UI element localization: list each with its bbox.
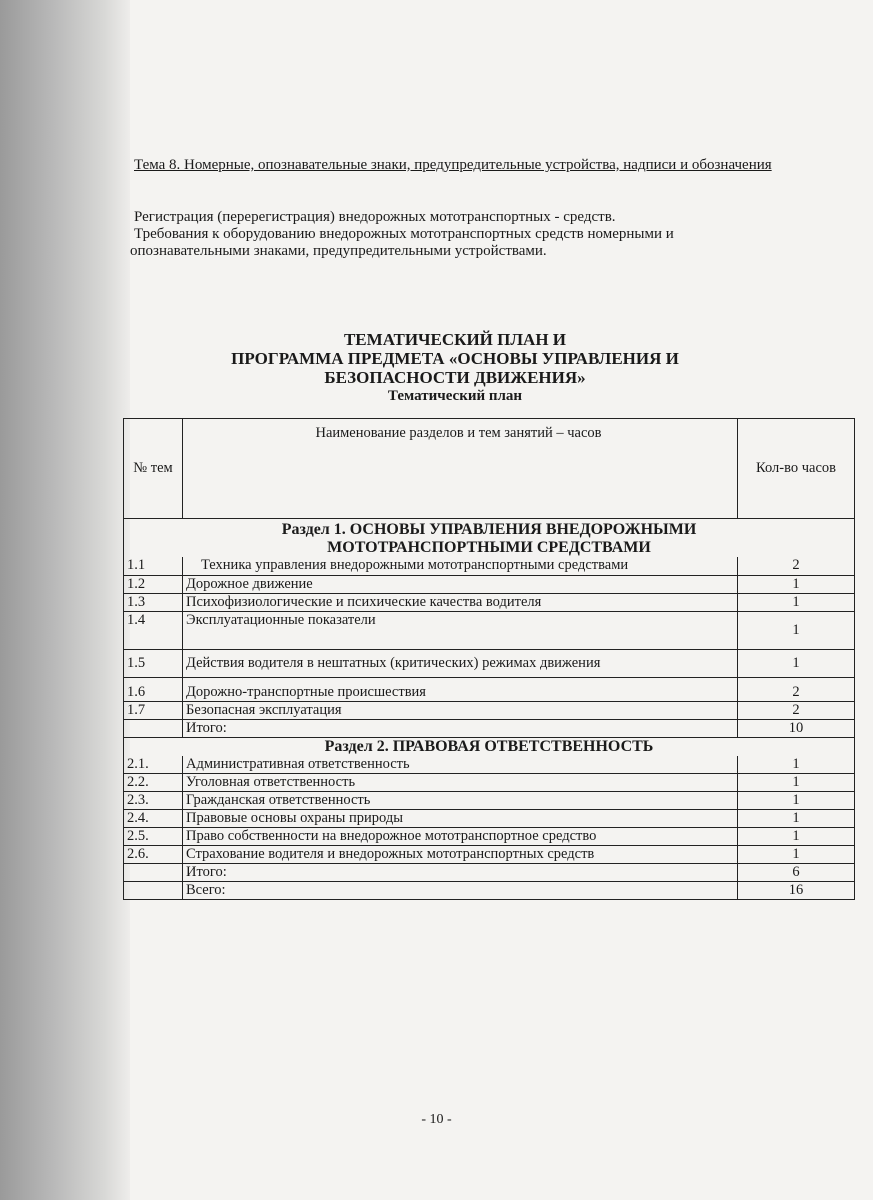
total-label: Итого: [183,719,738,737]
section-1-title-line: Раздел 1. ОСНОВЫ УПРАВЛЕНИЯ ВНЕДОРОЖНЫМИ [281,521,697,538]
topic-line: опознавательными знаками, предупредительными устройствами. [130,243,547,259]
table-row [124,557,855,575]
row-num: 2.6. [124,846,183,864]
row-hours: 1 [738,611,855,649]
row-hours: 1 [738,810,855,828]
section-1-title-line: МОТОТРАНСПОРТНЫМИ СРЕДСТВАМИ [327,539,651,556]
table-row [124,701,855,719]
grand-total-hours: 16 [738,882,855,900]
row-hours: 1 [738,774,855,792]
table-row [124,846,855,864]
row-name: Дорожное движение [183,575,738,593]
row-hours: 1 [738,575,855,593]
table-row [124,810,855,828]
topic-line: Регистрация (перерегистрация) внедорожных мототранспортных - средств. [134,209,616,225]
topic-title: Тема 8. Номерные, опознавательные знаки, предупредительные устройства, надписи и обозначения [134,157,772,173]
table-row [124,828,855,846]
heading-line: БЕЗОПАСНОСТИ ДВИЖЕНИЯ» [324,368,586,387]
table-row [124,774,855,792]
thematic-plan-table [123,418,855,900]
section-2-title-row [124,737,855,756]
table-row [124,677,855,701]
row-num: 1.7 [124,701,183,719]
heading-line: ПРОГРАММА ПРЕДМЕТА «ОСНОВЫ УПРАВЛЕНИЯ И [231,349,679,368]
section-heading [175,330,735,406]
row-hours: 2 [738,557,855,575]
row-hours: 1 [738,792,855,810]
row-name: Уголовная ответственность [183,774,738,792]
heading-line: ТЕМАТИЧЕСКИЙ ПЛАН И [343,330,567,349]
row-name: Право собственности на внедорожное мототранспортное средство [183,828,738,846]
grand-total-label: Всего: [183,882,738,900]
row-num: 2.5. [124,828,183,846]
row-name: Правовые основы охраны природы [183,810,738,828]
row-name: Эксплуатационные показатели [183,611,738,649]
row-num: 1.4 [124,611,183,649]
row-hours: 1 [738,756,855,774]
table-row [124,756,855,774]
row-name: Административная ответственность [183,756,738,774]
heading-subtitle: Тематический план [387,388,523,404]
header-hours: Кол-во часов [738,419,855,519]
row-hours: 1 [738,593,855,611]
header-name: Наименование разделов и тем занятий – часов [183,419,738,519]
row-num: 2.2. [124,774,183,792]
total-hours: 6 [738,864,855,882]
row-num: 1.3 [124,593,183,611]
row-hours: 1 [738,649,855,677]
section-1-total-row [124,719,855,737]
row-name: Действия водителя в нештатных (критических) режимах движения [183,649,738,677]
table-row [124,792,855,810]
table-row [124,575,855,593]
total-label: Итого: [183,864,738,882]
row-num: 1.5 [124,649,183,677]
row-hours: 1 [738,828,855,846]
section-2-total-row [124,864,855,882]
section-2-title: Раздел 2. ПРАВОВАЯ ОТВЕТСТВЕННОСТЬ [124,737,855,756]
row-num: 2.3. [124,792,183,810]
row-hours: 2 [738,701,855,719]
row-hours: 1 [738,846,855,864]
topic-line: Требования к оборудованию внедорожных мототранспортных средств номерными и [134,226,674,242]
row-name: Гражданская ответственность [183,792,738,810]
grand-total-row [124,882,855,900]
row-name: Техника управления внедорожными мототранспортными средствами [183,557,738,575]
row-name: Психофизиологические и психические качества водителя [183,593,738,611]
row-name: Безопасная эксплуатация [183,701,738,719]
table-row [124,611,855,649]
row-num: 2.1. [124,756,183,774]
topic-description [130,209,784,260]
row-num: 1.1 [124,557,183,575]
section-1-title-row [124,519,855,558]
row-num: 1.2 [124,575,183,593]
total-hours: 10 [738,719,855,737]
page-number: - 10 - [421,1112,452,1127]
table-header-row [124,419,855,519]
table-row [124,649,855,677]
row-name: Страхование водителя и внедорожных мототранспортных средств [183,846,738,864]
table-row [124,593,855,611]
row-name: Дорожно-транспортные происшествия [183,677,738,701]
row-hours: 2 [738,677,855,701]
header-num: № тем [124,419,183,519]
row-num: 2.4. [124,810,183,828]
row-num: 1.6 [124,677,183,701]
